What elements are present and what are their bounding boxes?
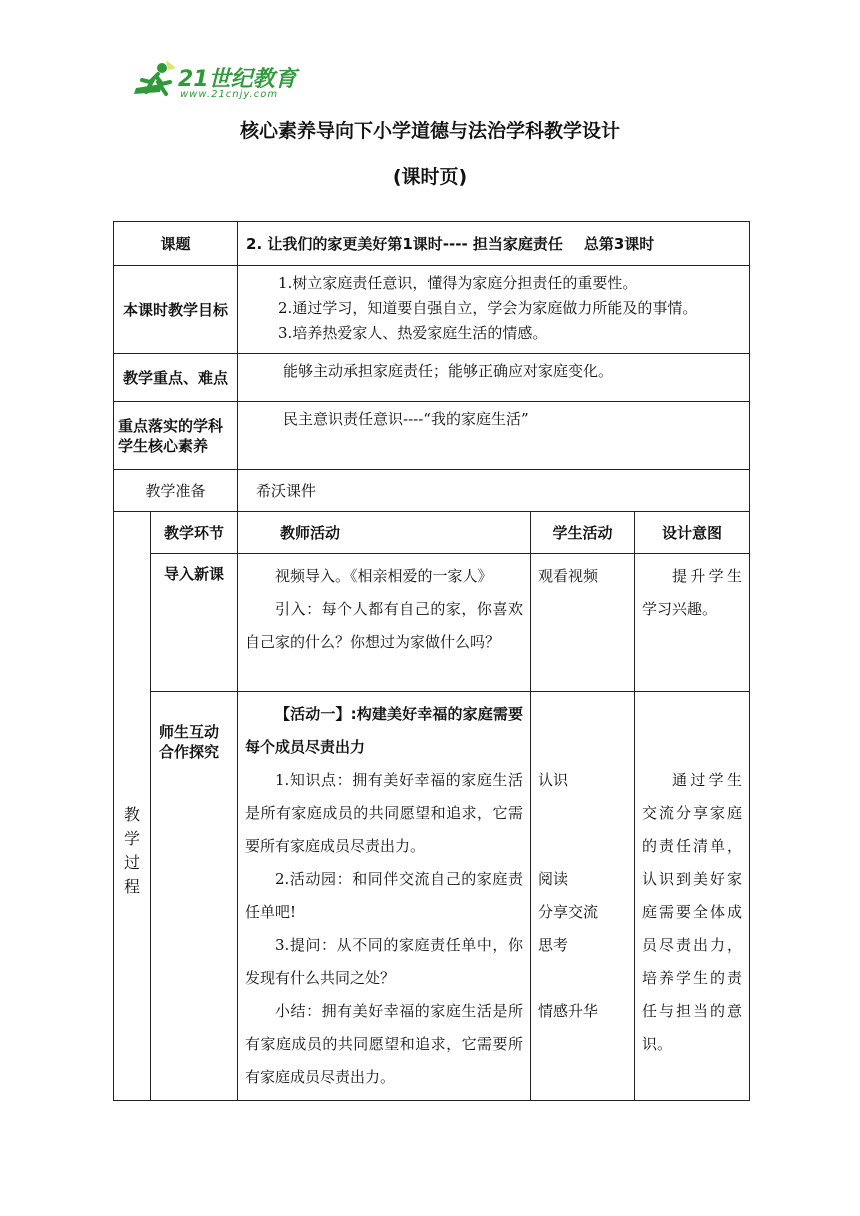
page-title: 核心素养导向下小学道德与法治学科教学设计 — [239, 120, 620, 142]
student-activity: 情感升华 — [538, 1002, 599, 1020]
logo-url: www.21cnjy.com — [180, 89, 279, 100]
teacher-cell — [238, 554, 531, 692]
goal-item: 1.树立家庭责任意识，懂得为家庭分担责任的重要性。 — [278, 274, 638, 292]
side-char: 过 — [123, 853, 140, 872]
student-cell: 观看视频 — [531, 554, 635, 692]
student-cell — [531, 692, 635, 1101]
prep-label: 教学准备 — [114, 470, 238, 512]
teacher-text: 3.提问：从不同的家庭责任单中，你发现有什么共同之处？ — [245, 936, 524, 987]
lesson-plan-table — [113, 221, 750, 1101]
side-char: 教 — [123, 805, 140, 824]
goals-list — [238, 266, 750, 354]
teacher-text: 视频导入。《相亲相爱的一家人》 — [275, 567, 493, 585]
intent-text: 通过学生交流分享家庭的责任清单，认识到美好家庭需要全体成员尽责出力，培养学生的责任与担当的意识。 — [642, 771, 743, 1053]
teacher-text: 引入：每个人都有自己的家，你喜欢自己家的什么？你想过为家做什么吗？ — [245, 600, 524, 651]
header-student: 学生活动 — [531, 512, 635, 554]
stage-cell: 导入新课 — [151, 554, 238, 692]
keypoint-label: 教学重点、难点 — [114, 354, 238, 402]
student-activity: 阅读 — [538, 870, 569, 888]
goal-item: 3.培养热爱家人、热爱家庭生活的情感。 — [278, 324, 548, 342]
teacher-cell — [238, 692, 531, 1101]
side-char: 程 — [123, 877, 140, 896]
core-value: 民主意识责任意识----“我的家庭生活” — [238, 402, 750, 470]
keypoint-value: 能够主动承担家庭责任；能够正确应对家庭变化。 — [238, 354, 750, 402]
teacher-text: 1.知识点：拥有美好幸福的家庭生活是所有家庭成员的共同愿望和追求，它需要所有家庭成员尽责出力。 — [245, 771, 524, 855]
goals-row — [114, 266, 750, 354]
student-activity: 认识 — [538, 771, 569, 789]
header-stage: 教学环节 — [151, 512, 238, 554]
topic-value: 2. 让我们的家更美好第1课时---- 担当家庭责任 总第3课时 — [238, 222, 750, 266]
student-activity: 思考 — [538, 936, 569, 954]
page-subtitle: (课时页) — [392, 166, 468, 188]
intent-cell: 提升学生学习兴趣。 — [635, 554, 750, 692]
table-row — [114, 692, 750, 1101]
keypoint-row — [114, 354, 750, 402]
process-side-label — [114, 512, 151, 1101]
core-row — [114, 402, 750, 470]
intent-cell — [635, 692, 750, 1101]
header-teacher: 教师活动 — [238, 512, 531, 554]
side-char: 学 — [123, 829, 140, 848]
process-header-row — [114, 512, 750, 554]
table-row — [114, 554, 750, 692]
goal-item: 2.通过学习，知道要自强自立，学会为家庭做力所能及的事情。 — [278, 299, 698, 317]
student-activity: 分享交流 — [538, 903, 599, 921]
activity-heading: 【活动一】:构建美好幸福的家庭需要每个成员尽责出力 — [245, 705, 524, 756]
logo — [132, 58, 302, 104]
core-label: 重点落实的学科学生核心素养 — [114, 402, 238, 470]
stage-cell: 师生互动合作探究 — [151, 692, 238, 1101]
prep-value: 希沃课件 — [238, 470, 750, 512]
teacher-text: 2.活动园：和同伴交流自己的家庭责任单吧! — [245, 870, 524, 921]
prep-row — [114, 470, 750, 512]
logo-text: 21世纪教育 — [178, 67, 297, 92]
teacher-text: 小结：拥有美好幸福的家庭生活是所有家庭成员的共同愿望和追求，它需要所有家庭成员尽责出力。 — [245, 1002, 524, 1086]
header-intent: 设计意图 — [635, 512, 750, 554]
topic-row — [114, 222, 750, 266]
goals-label: 本课时教学目标 — [114, 266, 238, 354]
topic-label: 课题 — [114, 222, 238, 266]
